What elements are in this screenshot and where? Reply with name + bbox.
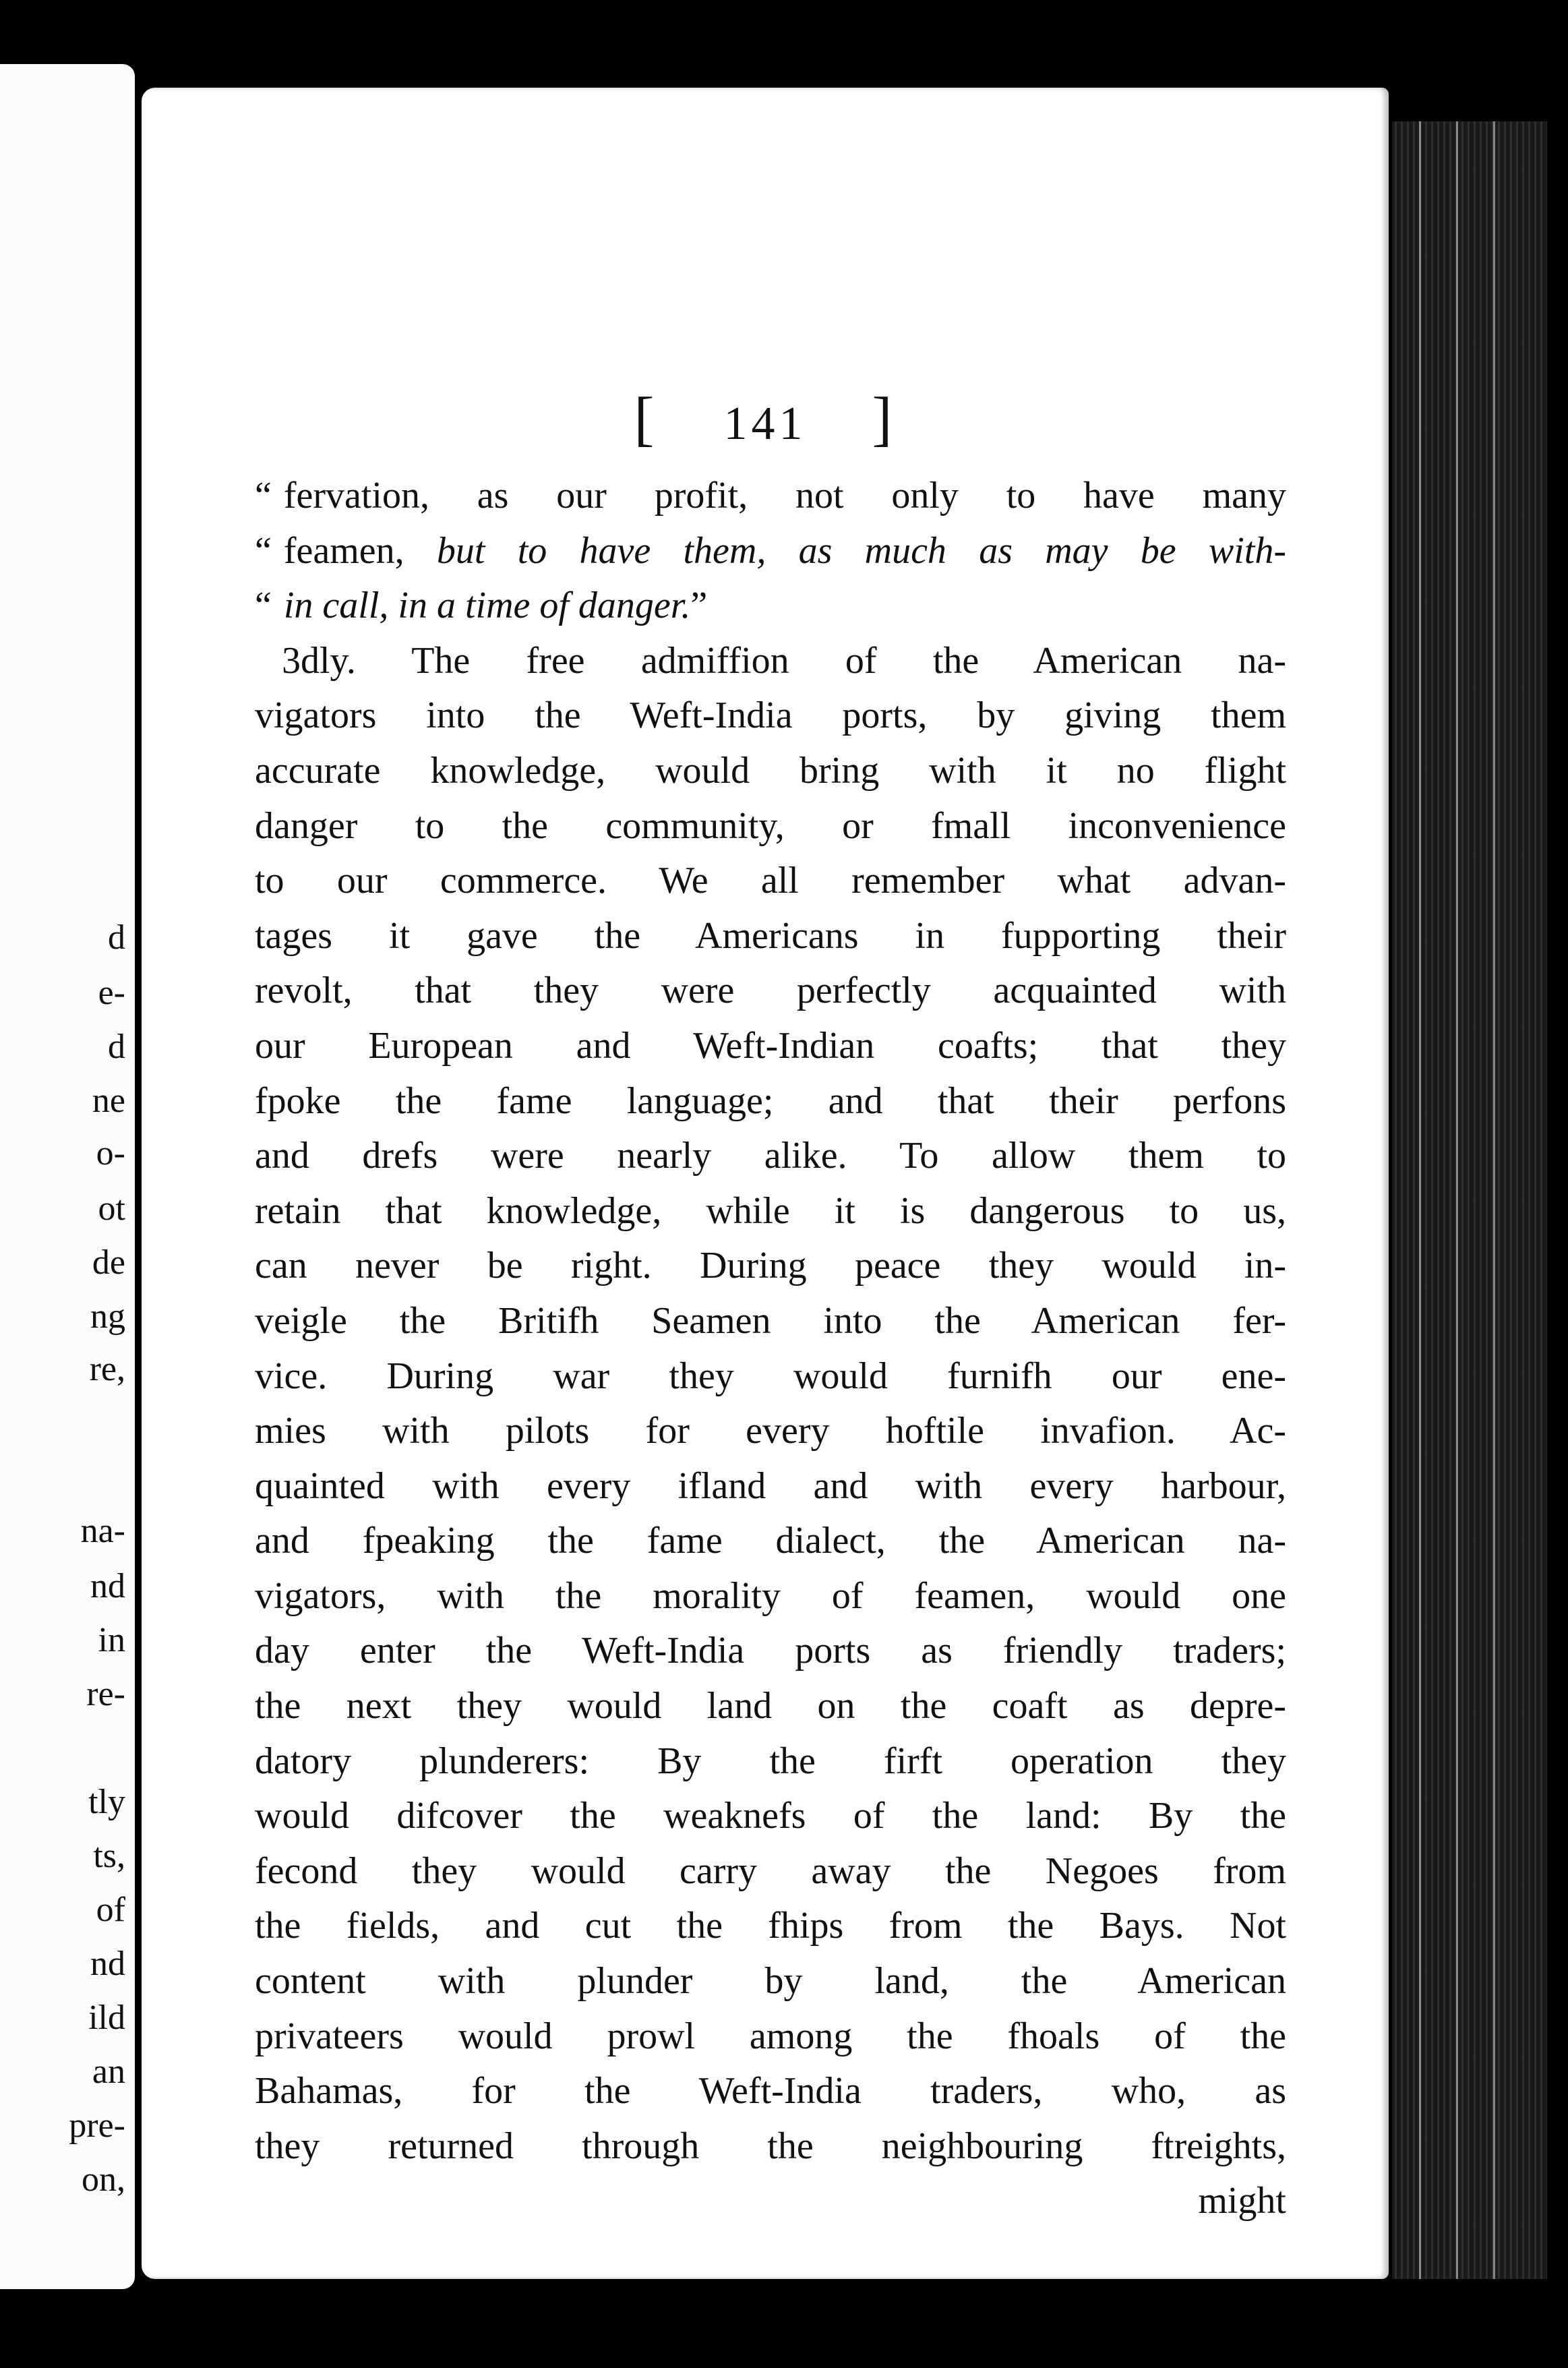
text-line: to our commerce. We all remember what advan- [255, 860, 1286, 902]
facing-page-text: an [92, 2052, 125, 2091]
text-line: would difcover the weaknefs of the land: By the [255, 1795, 1286, 1837]
text-line: day enter the Weft-India ports as friendly traders; [255, 1630, 1286, 1672]
text-line: fpoke the fame language; and that their perfons [255, 1079, 1286, 1122]
catchword: might [1198, 2180, 1286, 2222]
facing-page-text: of [96, 1891, 125, 1929]
text-line: accurate knowledge, would bring with it no flight [255, 749, 1286, 792]
facing-page-text: in [98, 1621, 125, 1659]
facing-page-text: ng [90, 1297, 125, 1336]
text-line: vice. During war they would furnifh our ene- [255, 1355, 1286, 1397]
text-line: content with plunder by land, the American [255, 1960, 1286, 2003]
text-line: danger to the community, or fmall inconvenience [255, 804, 1286, 847]
header-bracket-close: ] [872, 386, 897, 452]
text-line: they returned through the neighbouring ftreights, [255, 2125, 1286, 2167]
facing-page-text: ot [98, 1189, 125, 1228]
text-line: quainted with every ifland and with every harbour, [255, 1464, 1286, 1507]
page-number: 141 [723, 398, 807, 450]
text-line: mies with pilots for every hoftile invafion. Ac- [255, 1410, 1286, 1452]
text-line [255, 524, 1286, 579]
page-header [142, 384, 1389, 454]
text-line: the fields, and cut the fhips from the Bays. Not [255, 1905, 1286, 1947]
text-run: fervation, as our profit, not only to have many [283, 475, 1286, 516]
facing-page-text: de [92, 1243, 125, 1282]
quote-mark: “ [255, 475, 272, 516]
facing-page-text: ild [88, 1999, 125, 2037]
text-line: and fpeaking the fame dialect, the American na- [255, 1520, 1286, 1562]
text-line: datory plunderers: By the firft operation they [255, 1740, 1286, 1782]
text-line: can never be right. During peace they would in- [255, 1245, 1286, 1287]
facing-page-text: d [108, 1028, 125, 1066]
facing-page-text: na- [80, 1512, 125, 1550]
facing-page-text: tly [88, 1783, 125, 1821]
facing-page-text: re, [89, 1350, 125, 1388]
text-line: the next they would land on the coaft as depre- [255, 1685, 1286, 1727]
facing-page-text: re- [86, 1675, 125, 1713]
body-text [255, 469, 1286, 2229]
quote-mark: “ [255, 529, 272, 572]
text-line: fecond they would carry away the Negoes from [255, 1849, 1286, 1892]
text-line: veigle the Britifh Seamen into the American fer- [255, 1299, 1286, 1342]
facing-page-text: pre- [69, 2106, 125, 2145]
facing-page-text: o- [96, 1134, 125, 1173]
text-line: vigators, with the morality of feamen, would one [255, 1574, 1286, 1617]
text-run: feamen, [283, 529, 437, 572]
text-line: vigators into the Weft-India ports, by giving them [255, 694, 1286, 737]
book-page [142, 88, 1389, 2279]
facing-page-text: nd [90, 1567, 125, 1605]
header-bracket-open: [ [634, 386, 659, 452]
page-edges [1392, 121, 1547, 2279]
italic-run: but to have them, [436, 529, 799, 572]
facing-page-text: ts, [93, 1837, 125, 1875]
facing-page-text: ne [92, 1082, 125, 1120]
facing-page-text: nd [90, 1945, 125, 1983]
text-line: tages it gave the Americans in fupporting their [255, 914, 1286, 957]
facing-page-text: on, [82, 2160, 125, 2199]
text-line [255, 469, 1286, 524]
facing-page-fragment [0, 64, 135, 2289]
text-line: our European and Weft-Indian coafts; that they [255, 1024, 1286, 1067]
text-line: privateers would prowl among the fhoals of the [255, 2015, 1286, 2057]
text-line: revolt, that they were perfectly acquainted with [255, 970, 1286, 1012]
italic-run: in call, in a time of danger. [283, 585, 691, 627]
text-line: retain that knowledge, while it is dangerous to us, [255, 1189, 1286, 1232]
text-line: and drefs were nearly alike. To allow them to [255, 1135, 1286, 1177]
text-line: Bahamas, for the Weft-India traders, who, as [255, 2070, 1286, 2112]
italic-run: as much [798, 529, 979, 572]
facing-page-text: d [108, 918, 125, 957]
text-line: 3dly. The free admiffion of the American na- [282, 639, 1286, 682]
facing-page-text: e- [98, 974, 125, 1012]
quote-mark: ” [690, 585, 708, 627]
text-line [255, 579, 1286, 634]
quote-mark: “ [255, 585, 272, 627]
italic-run: as may be with- [979, 529, 1287, 572]
